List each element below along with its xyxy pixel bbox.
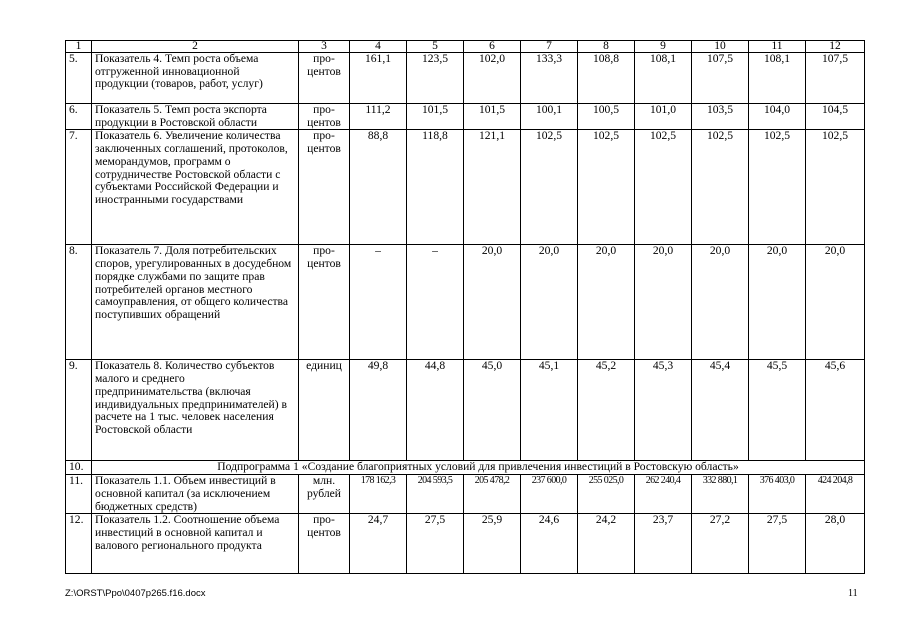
column-number: 3 — [299, 41, 350, 53]
value-cell: 123,5 — [407, 53, 464, 104]
value-cell: 45,2 — [578, 360, 635, 461]
value-cell: 44,8 — [407, 360, 464, 461]
value-cell: 102,5 — [692, 130, 749, 245]
column-number: 1 — [66, 41, 92, 53]
value-cell: 102,5 — [749, 130, 806, 245]
value-cell: 25,9 — [464, 514, 521, 574]
file-path: Z:\ORST\Ppo\0407p265.f16.docx — [65, 588, 206, 599]
row-number: 6. — [66, 104, 92, 130]
value-cell: 102,5 — [806, 130, 865, 245]
row-number: 7. — [66, 130, 92, 245]
value-cell: 332 880,1 — [692, 475, 749, 514]
table-row — [66, 130, 865, 245]
value-cell: 20,0 — [806, 245, 865, 360]
value-cell: 102,0 — [464, 53, 521, 104]
value-cell: 45,0 — [464, 360, 521, 461]
indicator-name: Показатель 7. Доля потребительских споров, урегулированных в досудебном порядке службами по защите прав потребителей органов местного самоуправления, от общего количества поступивших обращений — [92, 245, 299, 360]
table-row — [66, 360, 865, 461]
row-number: 10. — [66, 461, 92, 475]
value-cell: 161,1 — [350, 53, 407, 104]
value-cell: 102,5 — [521, 130, 578, 245]
subprogram-row — [66, 461, 865, 475]
value-cell: 104,5 — [806, 104, 865, 130]
value-cell: 204 593,5 — [407, 475, 464, 514]
unit-cell: про- центов — [299, 130, 350, 245]
unit-cell: про- центов — [299, 104, 350, 130]
value-cell: 24,6 — [521, 514, 578, 574]
value-cell: 100,5 — [578, 104, 635, 130]
value-cell: 103,5 — [692, 104, 749, 130]
value-cell: 45,4 — [692, 360, 749, 461]
value-cell: – — [407, 245, 464, 360]
value-cell: 27,5 — [407, 514, 464, 574]
value-cell: 108,1 — [749, 53, 806, 104]
value-cell: 101,0 — [635, 104, 692, 130]
row-number: 8. — [66, 245, 92, 360]
unit-cell: про- центов — [299, 514, 350, 574]
unit-cell: млн. рублей — [299, 475, 350, 514]
column-number: 10 — [692, 41, 749, 53]
value-cell: 23,7 — [635, 514, 692, 574]
indicator-name: Показатель 6. Увеличение количества заключенных соглашений, протоколов, меморандумов, программ о сотрудничестве Ростовской области с субъектами Российской Федерации и иностранными государствами — [92, 130, 299, 245]
value-cell: 20,0 — [692, 245, 749, 360]
value-cell: 20,0 — [749, 245, 806, 360]
row-number: 12. — [66, 514, 92, 574]
column-number: 2 — [92, 41, 299, 53]
table-row — [66, 245, 865, 360]
value-cell: 45,3 — [635, 360, 692, 461]
value-cell: 20,0 — [635, 245, 692, 360]
value-cell: 27,5 — [749, 514, 806, 574]
table-row — [66, 514, 865, 574]
value-cell: 20,0 — [521, 245, 578, 360]
value-cell: 104,0 — [749, 104, 806, 130]
value-cell: 376 403,0 — [749, 475, 806, 514]
value-cell: 178 162,3 — [350, 475, 407, 514]
value-cell: 45,5 — [749, 360, 806, 461]
column-number: 11 — [749, 41, 806, 53]
value-cell: 121,1 — [464, 130, 521, 245]
column-number: 8 — [578, 41, 635, 53]
value-cell: 101,5 — [407, 104, 464, 130]
unit-cell: про- центов — [299, 53, 350, 104]
table-row — [66, 53, 865, 104]
column-number: 12 — [806, 41, 865, 53]
column-number: 6 — [464, 41, 521, 53]
value-cell: 27,2 — [692, 514, 749, 574]
value-cell: 88,8 — [350, 130, 407, 245]
indicators-table — [65, 40, 865, 574]
value-cell: 107,5 — [692, 53, 749, 104]
value-cell: 102,5 — [635, 130, 692, 245]
value-cell: 45,1 — [521, 360, 578, 461]
value-cell: 108,8 — [578, 53, 635, 104]
unit-cell: про- центов — [299, 245, 350, 360]
value-cell: 237 600,0 — [521, 475, 578, 514]
row-number: 11. — [66, 475, 92, 514]
value-cell: 108,1 — [635, 53, 692, 104]
value-cell: 100,1 — [521, 104, 578, 130]
indicator-name: Показатель 4. Темп роста объема отгруженной инновационной продукции (товаров, работ, услуг) — [92, 53, 299, 104]
indicator-name: Показатель 1.2. Соотношение объема инвестиций в основной капитал и валового регионального продукта — [92, 514, 299, 574]
value-cell: 24,7 — [350, 514, 407, 574]
table-row — [66, 104, 865, 130]
value-cell: 102,5 — [578, 130, 635, 245]
row-number: 9. — [66, 360, 92, 461]
indicator-name: Показатель 8. Количество субъектов малого и среднего предпринимательства (включая индивидуальных предпринимателей) в расчете на 1 тыс. человек населения Ростовской области — [92, 360, 299, 461]
value-cell: 118,8 — [407, 130, 464, 245]
column-numbers-row — [66, 41, 865, 53]
value-cell: 45,6 — [806, 360, 865, 461]
page-number: 11 — [848, 588, 858, 599]
value-cell: 111,2 — [350, 104, 407, 130]
table-row — [66, 475, 865, 514]
value-cell: 24,2 — [578, 514, 635, 574]
row-number: 5. — [66, 53, 92, 104]
value-cell: 101,5 — [464, 104, 521, 130]
indicator-name: Показатель 1.1. Объем инвестиций в основной капитал (за исключением бюджетных средств) — [92, 475, 299, 514]
value-cell: 133,3 — [521, 53, 578, 104]
value-cell: 262 240,4 — [635, 475, 692, 514]
value-cell: 28,0 — [806, 514, 865, 574]
value-cell: 255 025,0 — [578, 475, 635, 514]
value-cell: – — [350, 245, 407, 360]
value-cell: 205 478,2 — [464, 475, 521, 514]
column-number: 5 — [407, 41, 464, 53]
value-cell: 49,8 — [350, 360, 407, 461]
value-cell: 20,0 — [578, 245, 635, 360]
indicator-name: Показатель 5. Темп роста экспорта продукции в Ростовской области — [92, 104, 299, 130]
column-number: 9 — [635, 41, 692, 53]
value-cell: 424 204,8 — [806, 475, 865, 514]
value-cell: 20,0 — [464, 245, 521, 360]
column-number: 7 — [521, 41, 578, 53]
column-number: 4 — [350, 41, 407, 53]
subprogram-title: Подпрограмма 1 «Создание благоприятных условий для привлечения инвестиций в Ростовскую область» — [92, 461, 865, 475]
value-cell: 107,5 — [806, 53, 865, 104]
unit-cell: единиц — [299, 360, 350, 461]
